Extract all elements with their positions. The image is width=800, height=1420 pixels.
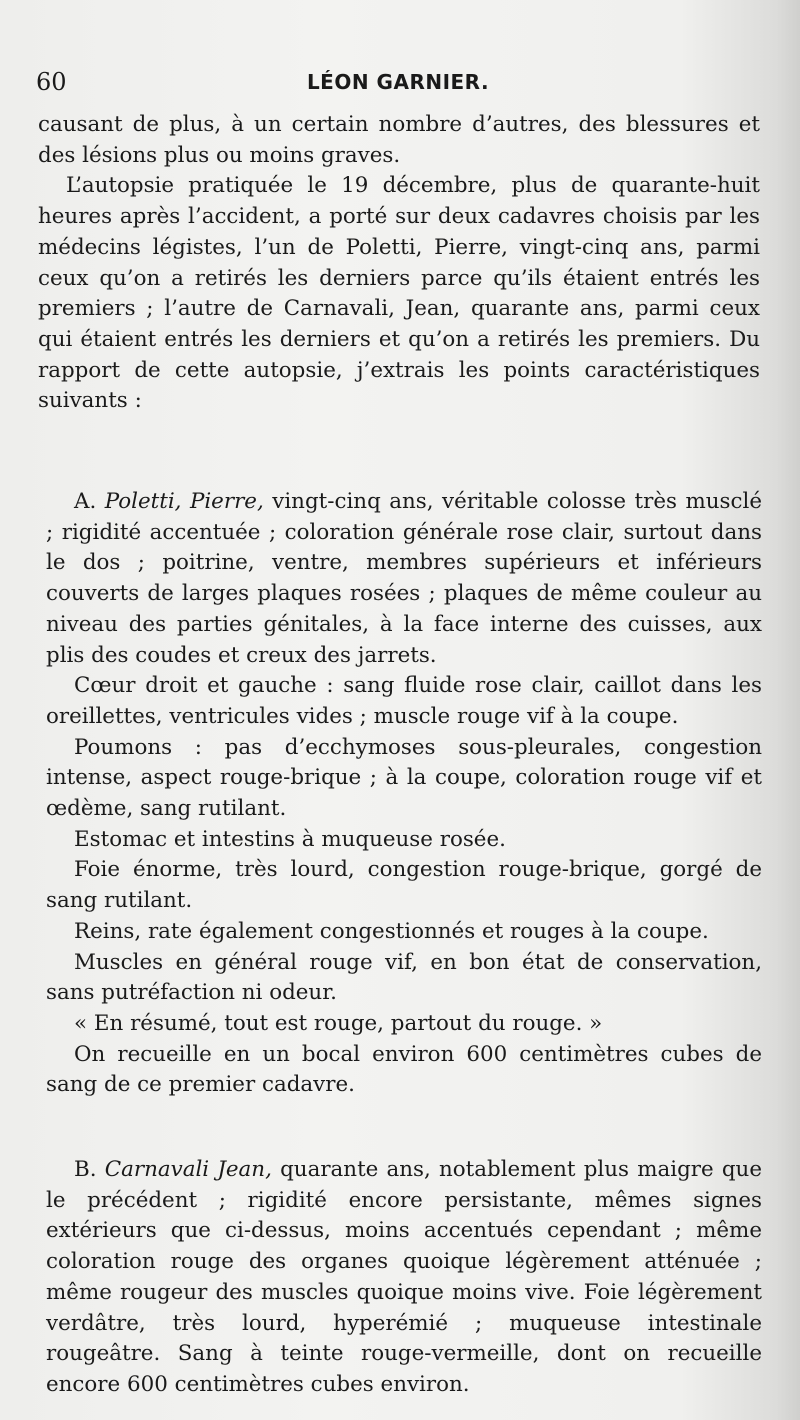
section-a-paragraph: On recueille en un bocal environ 600 centimètres cubes de sang de ce premier cadavre. <box>46 1041 762 1098</box>
section-a-paragraph: Reins, rate également congestionnés et rouges à la coupe. <box>74 918 709 944</box>
page-header <box>36 68 760 98</box>
section-a-paragraph: Poumons : pas d’ecchymoses sous-pleurales, congestion intense, aspect rouge-brique ; à la coupe, coloration rouge vif et œdème, sang rutilant. <box>46 734 762 822</box>
section-a-paragraph: Cœur droit et gauche : sang fluide rose clair, caillot dans les oreillettes, ventricules vides ; muscle rouge vif à la coupe. <box>46 673 762 729</box>
autopsy-section-b <box>46 1155 762 1401</box>
section-a-label: A. <box>74 489 97 514</box>
autopsy-section-a <box>46 487 762 1101</box>
section-b-subject-name: Carnavali Jean, <box>104 1157 272 1182</box>
running-head: LÉON GARNIER. <box>306 70 490 94</box>
section-a-paragraph: Muscles en général rouge vif, en bon état de conservation, sans putréfaction ni odeur. <box>46 949 762 1006</box>
section-a-paragraph: Estomac et intestins à muqueuse rosée. <box>74 826 506 852</box>
section-a-paragraph: Foie énorme, très lourd, congestion rouge-brique, gorgé de sang rutilant. <box>46 857 762 914</box>
intro-paragraph-2: L’autopsie pratiquée le 19 décembre, plus de quarante-huit heures après l’accident, a porté sur deux cadavres choisis par les médecins légistes, l’un de Poletti, Pierre, vingt-cinq ans, parmi ceux qu’on a retirés les derniers parce qu’ils étaient entrés les premiers ; l’autre de Carnavali, Jean, quarante ans, parmi ceux qui étaient entrés les derniers et qu’on a retirés les premiers. Du rapport de cette autopsie, j’extrais les points caractéristiques suivants : <box>38 173 760 414</box>
section-a-description: vingt-cinq ans, véritable colosse très musclé ; rigidité accentuée ; coloration générale rose clair, surtout dans le dos ; poitrine, ventre, membres supérieurs et inférieurs couverts de larges plaques rosées ; plaques de même couleur au niveau des parties génitales, à la face interne des cuisses, aux plis des coudes et creux des jarrets. <box>46 489 762 668</box>
page-number: 60 <box>36 68 67 96</box>
section-b-description: quarante ans, notablement plus maigre que le précédent ; rigidité encore persistante, mêmes signes extérieurs que ci-dessus, moins accentués cependant ; même coloration rouge des organes quoique légèrement atténuée ; même rougeur des muscles quoique moins vive. Foie légèrement verdâtre, très lourd, hyperémié ; muqueuse intestinale rougeâtre. Sang à teinte rouge-vermeille, dont on recueille encore 600 centimètres cubes environ. <box>46 1157 762 1397</box>
section-a-paragraph: « En résumé, tout est rouge, partout du rouge. » <box>74 1010 603 1036</box>
section-a-subject-name: Poletti, Pierre, <box>104 489 264 514</box>
section-a-first-paragraph <box>46 487 762 671</box>
section-b-label: B. <box>74 1157 97 1182</box>
section-b-first-paragraph <box>46 1155 762 1401</box>
intro-text <box>38 110 760 417</box>
intro-paragraph-1: causant de plus, à un certain nombre d’autres, des blessures et des lésions plus ou moins graves. <box>38 112 760 168</box>
